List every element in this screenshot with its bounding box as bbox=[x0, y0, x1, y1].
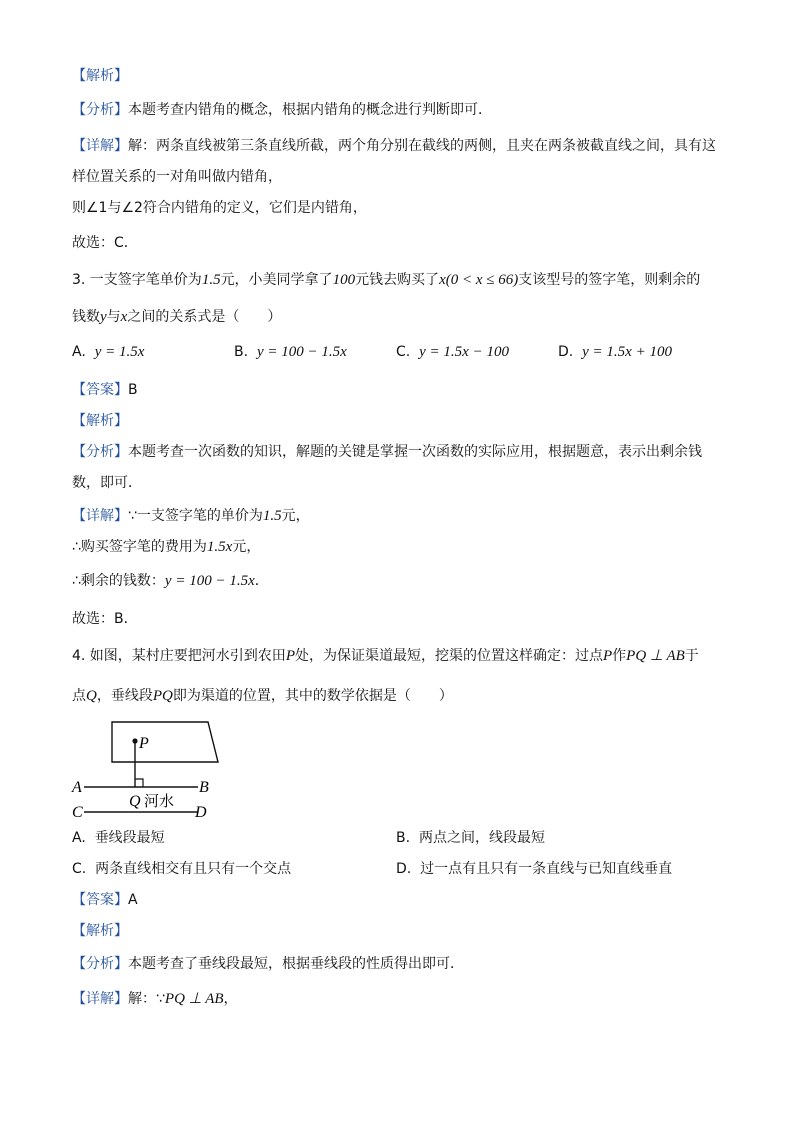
q3-option-d[interactable]: D. y = 1.5x + 100 bbox=[558, 344, 672, 360]
label-d: D bbox=[195, 804, 207, 821]
label-c: C bbox=[72, 804, 83, 821]
q3-xiangjie-3: ∴剩余的钱数：y = 100 − 1.5x． bbox=[72, 573, 269, 589]
q2-xiangjie-1: 【详解】解：两条直线被第三条直线所截，两个角分别在截线的两侧，且夹在两条被截直线之间，具有这 bbox=[72, 138, 716, 154]
q4-option-c[interactable]: C. 两条直线相交有且只有一个交点 bbox=[72, 861, 292, 877]
q3-jiexi-heading: 【解析】 bbox=[72, 413, 128, 429]
q3-fenxi-1: 【分析】本题考查一次函数的知识，解题的关键是掌握一次函数的实际应用，根据题意，表示出剩余钱 bbox=[72, 444, 702, 460]
q4-figure bbox=[68, 716, 228, 826]
q2-jiexi-heading: 【解析】 bbox=[72, 68, 128, 84]
q2-xiangjie-3: 则∠1与∠2符合内错角的定义，它们是内错角， bbox=[72, 200, 367, 216]
label-p: P bbox=[139, 735, 149, 752]
q3-stem-1: 3. 一支签字笔单价为1.5元，小美同学拿了100元钱去购买了x(0 < x ≤ 66)支该型号的签字笔，则剩余的 bbox=[72, 272, 701, 288]
label-b: B bbox=[199, 779, 209, 796]
q3-option-a[interactable]: A. y = 1.5x bbox=[72, 344, 145, 360]
q3-answer: 【答案】B bbox=[72, 382, 138, 398]
q4-option-a[interactable]: A. 垂线段最短 bbox=[72, 830, 165, 846]
q3-guxuan: 故选：B． bbox=[72, 611, 138, 627]
q3-fenxi-2: 数，即可． bbox=[72, 475, 142, 491]
farmland-trapezoid bbox=[112, 722, 218, 762]
q4-option-d[interactable]: D. 过一点有且只有一条直线与已知直线垂直 bbox=[396, 861, 673, 877]
q2-xiangjie-2: 样位置关系的一对角叫做内错角， bbox=[72, 169, 282, 185]
label-river: 河水 bbox=[144, 792, 175, 810]
q4-option-b[interactable]: B. 两点之间，线段最短 bbox=[396, 830, 545, 846]
right-angle-mark bbox=[135, 779, 143, 787]
q3-xiangjie-2: ∴购买签字笔的费用为1.5x元， bbox=[72, 539, 261, 555]
q4-fenxi: 【分析】本题考查了垂线段最短，根据垂线段的性质得出即可． bbox=[72, 956, 464, 972]
q4-stem-1: 4. 如图，某村庄要把河水引到农田P处，为保证渠道最短，挖渠的位置这样确定：过点P作PQ ⊥ AB于 bbox=[72, 648, 699, 664]
q4-jiexi-heading: 【解析】 bbox=[72, 923, 128, 939]
q3-option-b[interactable]: B. y = 100 − 1.5x bbox=[234, 344, 347, 360]
label-q: Q bbox=[129, 793, 141, 810]
q2-guxuan: 故选：C． bbox=[72, 235, 138, 251]
q4-answer: 【答案】A bbox=[72, 892, 138, 908]
q3-xiangjie-1: 【详解】∵一支签字笔的单价为1.5元， bbox=[72, 508, 310, 524]
q3-stem-2: 钱数y与x之间的关系式是（ ） bbox=[72, 309, 282, 325]
q2-fenxi: 【分析】本题考查内错角的概念，根据内错角的概念进行判断即可． bbox=[72, 102, 492, 118]
q4-xiangjie-1: 【详解】解：∵PQ ⊥ AB， bbox=[72, 991, 238, 1007]
label-a: A bbox=[72, 779, 82, 796]
q3-option-c[interactable]: C. y = 1.5x − 100 bbox=[396, 344, 509, 360]
q4-stem-2: 点Q，垂线段PQ即为渠道的位置，其中的数学依据是（ ） bbox=[72, 688, 453, 704]
